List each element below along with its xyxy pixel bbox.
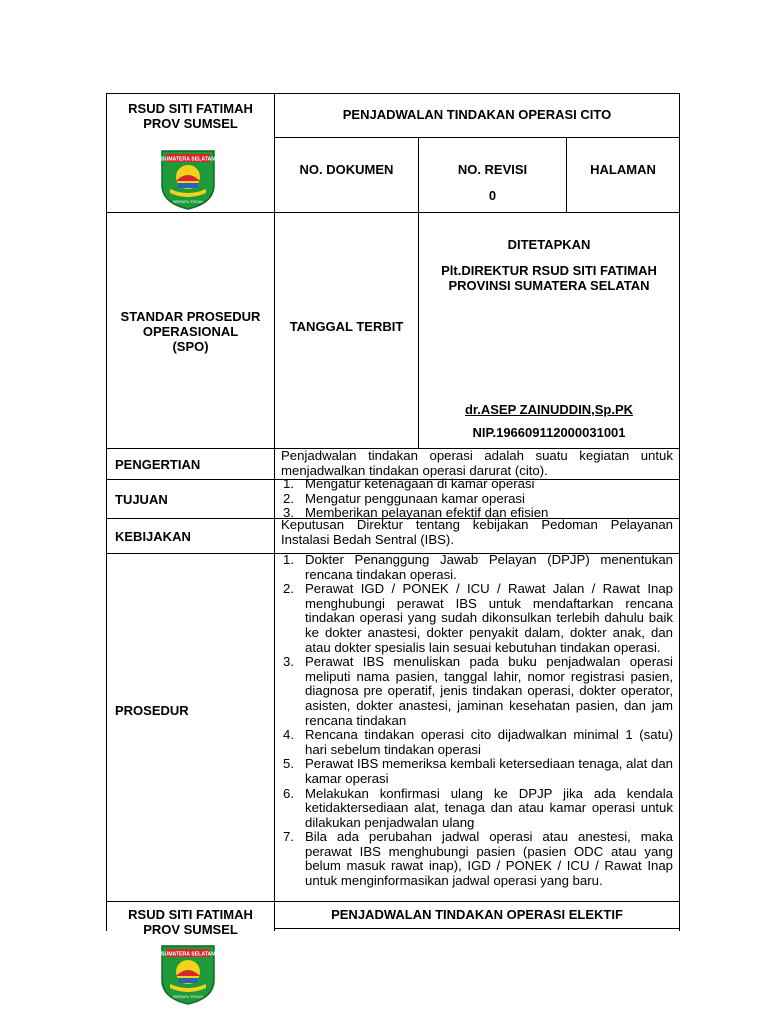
prosedur-item: 6. Melakukan konfirmasi ulang ke DPJP jika ada kendala ketidaktersediaan alat, tenaga dan atau kamar operasi untuk dilakukan penjadwalan ulang (283, 785, 673, 830)
halaman-label: HALAMAN (590, 162, 656, 177)
tujuan-item: 1. Mengatur ketenagaan di kamar operasi (283, 476, 535, 491)
pengertian-text: Penjadwalan tindakan operasi adalah suatu kegiatan untuk menjadwalkan tindakan operasi darurat (cito). (281, 448, 673, 478)
logo-banner-text: SUMATERA SELATAN (161, 156, 215, 163)
prosedur-item: 2. Perawat IGD / PONEK / ICU / Rawat Jalan / Rawat Inap menghubungi perawat IBS untuk mendaftarkan rencana tindakan operasi yang sudah dikonsulkan terlebih dahulu baik ke dokter anastesi, dokter penyakit dalam, dokter anak, dan atau dokter spesialis lain sesuai kebutuhan tindakan operasi. (283, 581, 673, 655)
prosedur-item: 3. Perawat IBS menuliskan pada buku penjadwalan operasi meliputi nama pasien, tanggal lahir, nomor registrasi pasien, diagnosa pre operatif, jenis tindakan operasi, dokter operator, asisten, dokter anastesi, jaminan kesehatan pasien, dan jam rencana tindakan (283, 654, 673, 728)
direktur-line1: Plt.DIREKTUR RSUD SITI FATIMAH (441, 263, 657, 278)
prosedur-item: 7. Bila ada perubahan jadwal operasi atau anestesi, maka perawat IBS menghubungi pasien (pasien ODC atau yang belum masuk rawat inap), IGD / PONEK / ICU / Rawat Inap untuk menginformasikan jadwal operasi yang baru. (283, 829, 673, 889)
logo-banner-text: SUMATERA SELATAN (161, 951, 215, 958)
direktur-line2: PROVINSI SUMATERA SELATAN (448, 278, 650, 293)
kebijakan-text: Keputusan Direktur tentang kebijakan Pedoman Pelayanan Instalasi Bedah Sentral (IBS). (281, 517, 673, 547)
prosedur-item: 4. Rencana tindakan operasi cito dijadwalkan minimal 1 (satu) hari sebelum tindakan operasi (283, 727, 673, 757)
next-hospital-line2: PROV SUMSEL (143, 922, 238, 937)
spo-label-line3: (SPO) (172, 339, 209, 354)
document-title: PENJADWALAN TINDAKAN OPERASI CITO (342, 107, 612, 122)
tanggal-terbit-label: TANGGAL TERBIT (289, 319, 404, 334)
prosedur-item: 1. Dokter Penanggung Jawab Pelayan (DPJP) menentukan rencana tindakan operasi. (283, 552, 673, 582)
next-document-title: PENJADWALAN TINDAKAN OPERASI ELEKTIF (331, 907, 623, 922)
hospital-name (107, 101, 274, 131)
pengertian-label: PENGERTIAN (115, 457, 201, 472)
no-revisi-label: NO. REVISI (457, 162, 528, 177)
no-revisi-value: 0 (488, 188, 497, 203)
signer-nip: NIP.196609112000031001 (472, 425, 626, 440)
logo-motto-text: BERSATU TEGUH (173, 200, 203, 204)
shield-icon (158, 942, 218, 1006)
sumsel-logo-next (158, 942, 218, 1006)
ditetapkan-label: DITETAPKAN (507, 237, 591, 252)
shield-icon (158, 147, 218, 211)
sumsel-logo (158, 147, 218, 211)
tujuan-label: TUJUAN (115, 492, 168, 507)
tujuan-item: 3. Memberikan pelayanan efektif dan efisien (283, 505, 549, 521)
tujuan-list (281, 477, 673, 521)
spo-label-line2: OPERASIONAL (142, 324, 239, 339)
prosedur-item: 5. Perawat IBS memeriksa kembali ketersediaan tenaga, alat dan kamar operasi (283, 756, 673, 786)
hospital-name-line2: PROV SUMSEL (143, 116, 238, 131)
spo-label-line1: STANDAR PROSEDUR (120, 309, 261, 324)
logo-motto-text: BERSATU TEGUH (173, 995, 203, 999)
no-dokumen-label: NO. DOKUMEN (299, 162, 394, 177)
prosedur-list (281, 553, 673, 889)
next-hospital-name (107, 907, 274, 937)
direktur-title (419, 263, 679, 293)
signer-name: dr.ASEP ZAINUDDIN,Sp.PK (464, 402, 634, 417)
kebijakan-label: KEBIJAKAN (115, 529, 191, 544)
hospital-name-line1: RSUD SITI FATIMAH (128, 101, 253, 116)
prosedur-label: PROSEDUR (115, 703, 189, 718)
tujuan-item: 2. Mengatur penggunaan kamar operasi (283, 490, 525, 506)
next-hospital-line1: RSUD SITI FATIMAH (128, 907, 253, 922)
spo-label (107, 309, 274, 354)
